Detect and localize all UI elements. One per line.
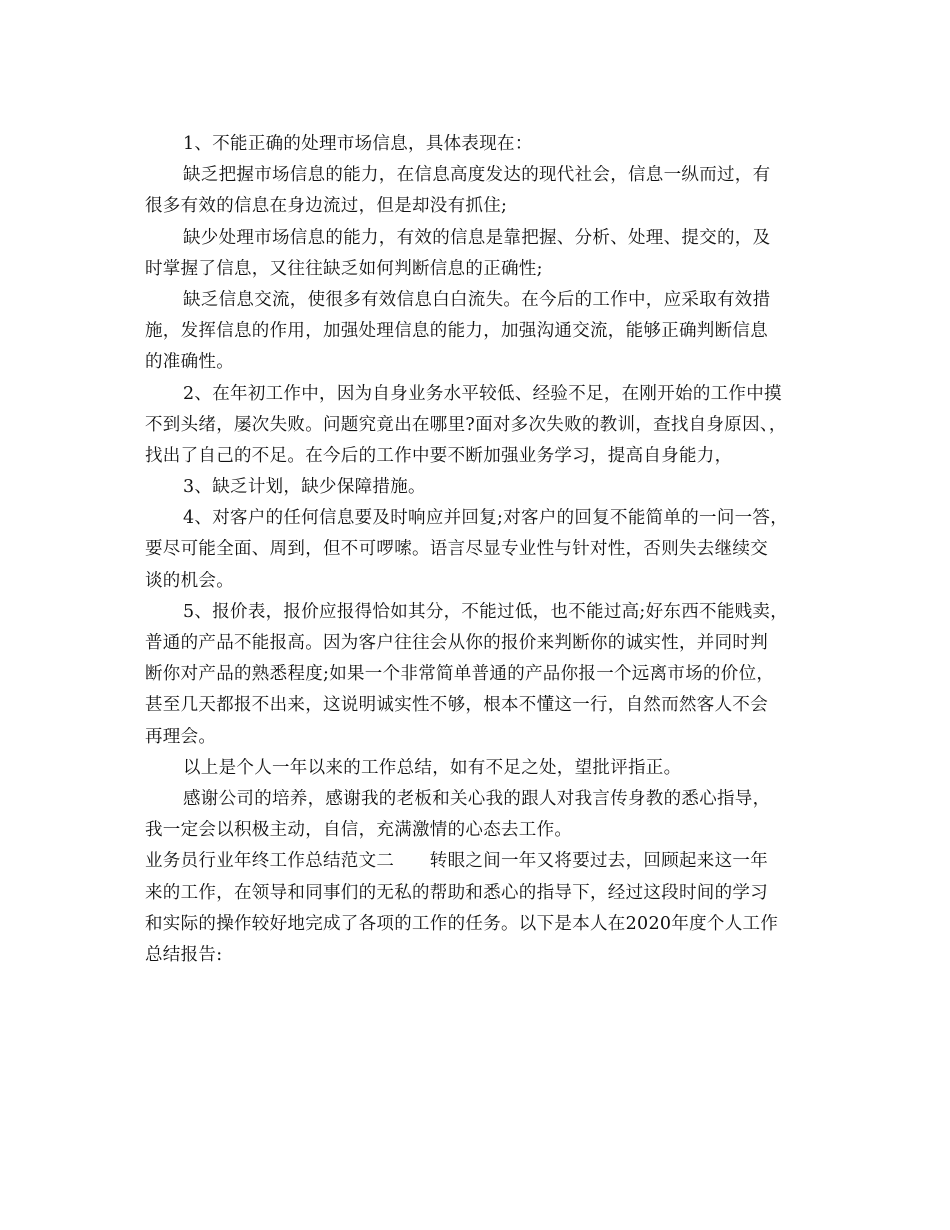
paragraph-line: 缺少处理市场信息的能力，有效的信息是靠把握、分析、处理、提交的，及 (183, 227, 771, 248)
paragraph-line: 的准确性。 (145, 352, 234, 373)
paragraph-line: 以上是个人一年以来的工作总结，如有不足之处，望批评指正。 (183, 757, 682, 778)
paragraph-line: 1、不能正确的处理市场信息，具体表现在： (183, 134, 533, 154)
paragraph-line: 我一定会以积极主动，自信，充满激情的心态去工作。 (145, 820, 573, 841)
paragraph-line: 总结报告: (145, 944, 223, 965)
paragraph-line: 5、报价表，报价应报得恰如其分，不能过低，也不能过高;好东西不能贱卖， (183, 601, 789, 622)
section-heading-line: 业务员行业年终工作总结范文二 转眼之间一年又将要过去，回顾起来这一年 (145, 851, 768, 872)
paragraph-line: 甚至几天都报不出来，这说明诚实性不够，根本不懂这一行，自然而然客人不会 (145, 695, 768, 716)
paragraph-line: 缺乏把握市场信息的能力，在信息高度发达的现代社会，信息一纵而过，有 (183, 165, 771, 186)
paragraph-line: 找出了自己的不足。在今后的工作中要不断加强业务学习，提高自身能力， (145, 445, 733, 466)
paragraph-line: 不到头绪，屡次失败。问题究竟出在哪里?面对多次失败的教训，查找自身原因、， (145, 414, 787, 435)
document-body (145, 129, 825, 971)
paragraph-line: 要尽可能全面、周到，但不可啰嗦。语言尽显专业性与针对性，否则失去继续交 (145, 539, 768, 560)
paragraph-line: 来的工作，在领导和同事们的无私的帮助和悉心的指导下，经过这段时间的学习 (145, 882, 768, 903)
paragraph-line: 缺乏信息交流，使很多有效信息白白流失。在今后的工作中，应采取有效措 (183, 289, 771, 310)
paragraph-line: 施，发挥信息的作用，加强处理信息的能力，加强沟通交流，能够正确判断信息 (145, 321, 768, 342)
paragraph-line: 很多有效的信息在身边流过，但是却没有抓住; (145, 196, 508, 217)
paragraph-line: 断你对产品的熟悉程度;如果一个非常简单普通的产品你报一个远离市场的价位， (145, 664, 775, 685)
paragraph-line: 和实际的操作较好地完成了各项的工作的任务。以下是本人在2020年度个人工作 (145, 913, 779, 934)
paragraph-line: 感谢公司的培养，感谢我的老板和关心我的跟人对我言传身教的悉心指导， (183, 788, 771, 809)
paragraph-line: 4、对客户的任何信息要及时响应并回复;对客户的回复不能简单的一问一答， (183, 508, 789, 529)
paragraph-line: 再理会。 (145, 726, 217, 747)
paragraph-line: 2、在年初工作中，因为自身业务水平较低、经验不足，在刚开始的工作中摸 (183, 383, 782, 404)
paragraph-line: 3、缺乏计划，缺少保障措施。 (183, 477, 426, 498)
paragraph-line: 普通的产品不能报高。因为客户往往会从你的报价来判断你的诚实性，并同时判 (145, 633, 768, 653)
paragraph-line: 时掌握了信息，又往往缺乏如何判断信息的正确性; (145, 258, 543, 279)
paragraph-line: 谈的机会。 (145, 570, 234, 591)
